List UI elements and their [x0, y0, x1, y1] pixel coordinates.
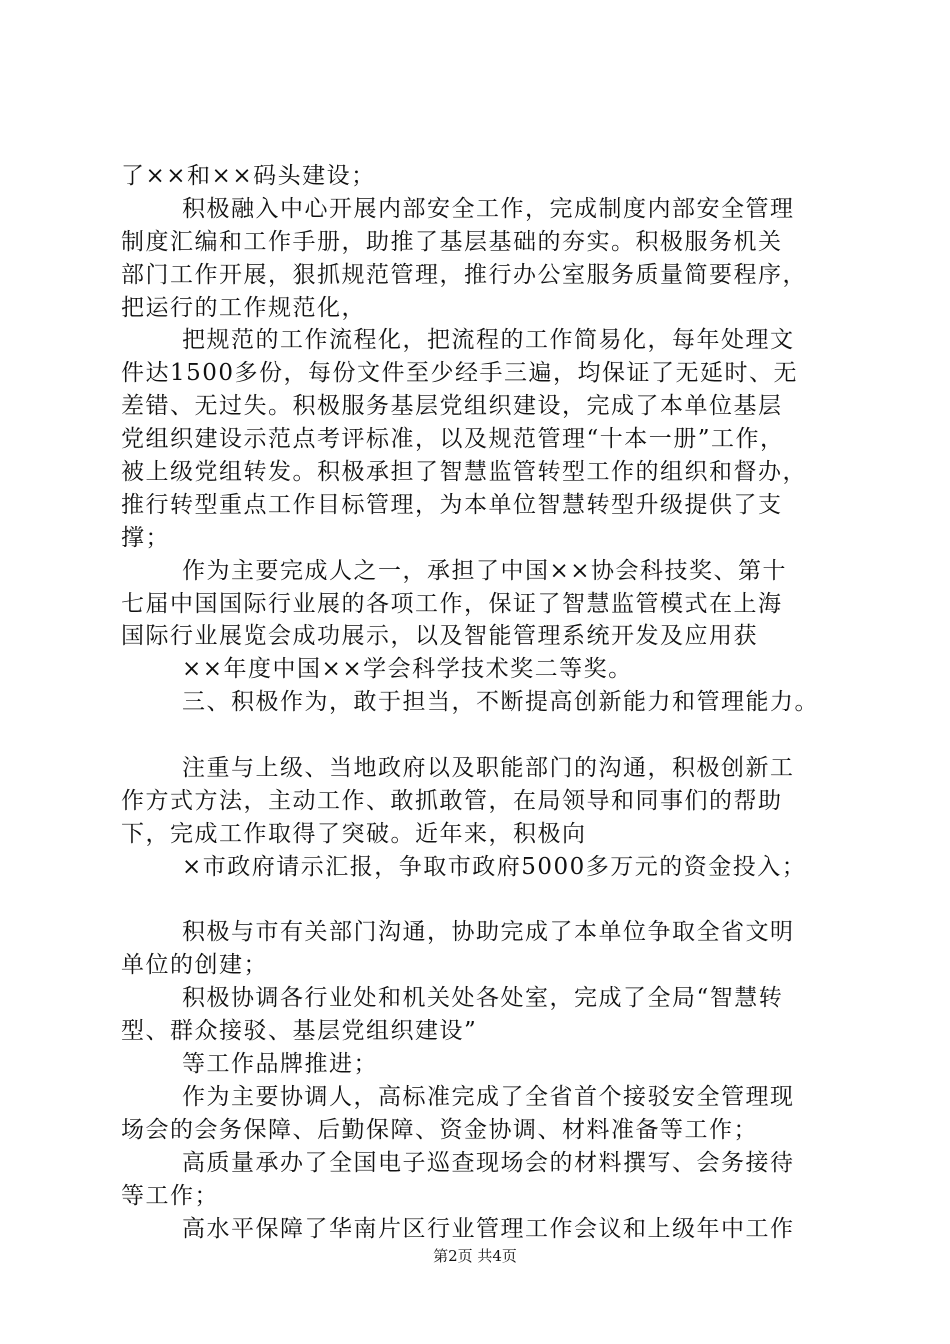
text-line: 党组织建设示范点考评标准，以及规范管理“十本一册”工作，	[121, 426, 785, 453]
text-line: 被上级党组转发。积极承担了智慧监管转型工作的组织和督办，	[121, 459, 807, 486]
text-line: 单位的创建；	[121, 952, 268, 979]
text-line: 部门工作开展，狠抓规范管理，推行办公室服务质量简要程序，	[121, 261, 807, 288]
text-line: ××年度中国××学会科学技术奖二等奖。	[182, 656, 633, 683]
text-line: 国际行业展览会成功展示，以及智能管理系统开发及应用获	[121, 623, 758, 650]
text-line: 下，完成工作取得了突破。近年来，积极向	[121, 820, 587, 847]
page-number: 第2页 共4页	[433, 1247, 517, 1265]
text-line: 积极与市有关部门沟通，协助完成了本单位争取全省文明	[182, 919, 795, 946]
text-line: 把运行的工作规范化，	[121, 294, 366, 321]
text-line: 撑；	[121, 524, 170, 551]
text-line: 等工作品牌推进；	[182, 1051, 378, 1078]
text-line: 高质量承办了全国电子巡查现场会的材料撰写、会务接待	[182, 1149, 795, 1176]
text-line: 型、群众接驳、基层党组织建设”	[121, 1018, 478, 1045]
text-line: ×市政府请示汇报，争取市政府5000多万元的资金投入；	[182, 853, 807, 880]
section-heading: 三、积极作为，敢于担当，不断提高创新能力和管理能力。	[182, 689, 819, 716]
text-line: 积极协调各行业处和机关处各处室，完成了全局“智慧转	[182, 985, 784, 1012]
document-body	[121, 160, 836, 1245]
text-line: 把规范的工作流程化，把流程的工作简易化，每年处理文	[182, 327, 795, 354]
text-line: 七届中国国际行业展的各项工作，保证了智慧监管模式在上海	[121, 590, 783, 617]
text-line: 场会的会务保障、后勤保障、资金协调、材料准备等工作；	[121, 1116, 758, 1143]
text-line: 件达1500多份，每份文件至少经手三遍，均保证了无延时、无	[121, 360, 799, 387]
text-line: 作为主要完成人之一，承担了中国××协会科技奖、第十	[182, 557, 788, 584]
text-line: 差错、无过失。积极服务基层党组织建设，完成了本单位基层	[121, 393, 783, 420]
text-line: 积极融入中心开展内部安全工作，完成制度内部安全管理	[182, 195, 795, 222]
text-line: 了××和××码头建设；	[121, 163, 376, 189]
blank-line	[121, 719, 836, 752]
text-line: 推行转型重点工作目标管理，为本单位智慧转型升级提供了支	[121, 491, 783, 518]
text-line: 高水平保障了华南片区行业管理工作会议和上级年中工作	[182, 1215, 795, 1242]
text-line: 制度汇编和工作手册，助推了基层基础的夯实。积极服务机关	[121, 228, 783, 255]
blank-line	[121, 884, 836, 917]
text-line: 等工作；	[121, 1182, 219, 1209]
text-line: 作方式方法，主动工作、敢抓敢管，在局领导和同事们的帮助	[121, 787, 783, 814]
text-line: 作为主要协调人，高标准完成了全省首个接驳安全管理现	[182, 1083, 795, 1110]
text-line: 注重与上级、当地政府以及职能部门的沟通，积极创新工	[182, 755, 795, 782]
